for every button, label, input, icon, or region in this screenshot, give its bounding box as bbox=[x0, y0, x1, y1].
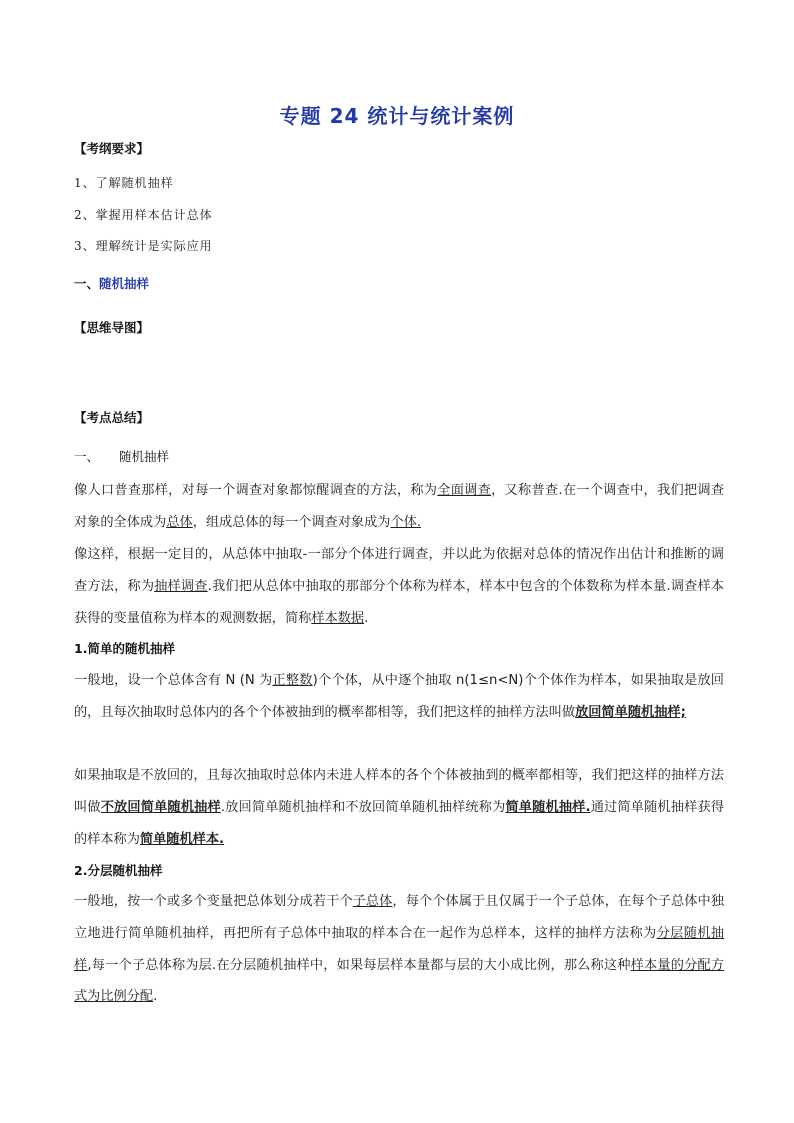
requirement-item: 1、了解随机抽样 bbox=[74, 176, 174, 190]
term-simple-random-sample: 简单随机样本. bbox=[139, 831, 225, 847]
term-proportional-allocation: 样本量的分配方式为比例分配 bbox=[74, 957, 725, 1005]
term-positive-integer: 正整数 bbox=[272, 673, 313, 688]
section-heading bbox=[74, 274, 149, 292]
subheading-simple-random: 1.简单的随机抽样 bbox=[74, 641, 175, 656]
paragraph-simple-random-no-replacement: 如果抽取是不放回的，且每次抽取时总体内未进人样本的各个个体被抽到的概率都相等，我们把这样的抽样方法叫做不放回简单随机抽样.放回简单随机抽样和不放回简单随机抽样统称为简单随机抽样.通过简单随机抽样获得的样本称为简单随机样本. bbox=[74, 768, 725, 847]
topic-number: 一、 bbox=[74, 449, 100, 464]
paragraph-sampling-survey: 像这样，根据一定目的，从总体中抽取-一部分个体进行调查，并以此为依据对总体的情况作出估计和推断的调查方法，称为抽样调查.我们把从总体中抽取的那部分个体称为样本，样本中包含的个体数称为样本量.调查样本获得的变量值称为样本的观测数据，简称样本数据. bbox=[74, 547, 724, 626]
term-without-replacement: 不放回简单随机抽样 bbox=[100, 799, 221, 815]
exam-requirements-heading: 【考纲要求】 bbox=[74, 141, 150, 156]
term-individual: 个体. bbox=[390, 514, 422, 530]
subheading-stratified: 2.分层随机抽样 bbox=[74, 863, 163, 878]
term-simple-random-sampling: 简单随机抽样. bbox=[505, 799, 591, 815]
paragraph-census: 像人口普查那样，对每一个调查对象都惊醒调查的方法，称为全面调查，又称普查.在一个调查中，我们把调查对象的全体成为总体，组成总体的每一个调查对象成为个体. bbox=[74, 483, 725, 530]
topic-heading bbox=[74, 447, 169, 465]
term-population: 总体 bbox=[166, 514, 193, 530]
paragraph-simple-random-replacement: 一般地，设一个总体含有 N (N 为正整数)个个体，从中逐个抽取 n(1≤n<N)个个体作为样本，如果抽取是放回的，且每次抽取时总体内的各个个体被抽到的概率都相等，我们把这样的抽样方法叫做放回简单随机抽样; bbox=[74, 673, 724, 720]
term-stratified-sampling: 分层随机抽样 bbox=[74, 925, 725, 973]
section-number: 一、 bbox=[74, 276, 100, 291]
mind-map-heading: 【思维导图】 bbox=[74, 320, 150, 335]
requirement-item: 3、理解统计是实际应用 bbox=[74, 239, 213, 253]
term-sampling-survey: 抽样调查 bbox=[154, 578, 208, 594]
requirement-item: 2、掌握用样本估计总体 bbox=[74, 208, 213, 222]
section-title: 随机抽样 bbox=[99, 276, 150, 291]
term-sample-data: 样本数据 bbox=[311, 610, 365, 626]
term-sub-population: 子总体 bbox=[352, 894, 393, 909]
term-with-replacement: 放回简单随机抽样; bbox=[575, 704, 686, 720]
page-title: 专题 24 统计与统计案例 bbox=[279, 104, 515, 128]
summary-heading: 【考点总结】 bbox=[74, 410, 150, 425]
paragraph-stratified: 一般地，按一个或多个变量把总体划分成若干个子总体，每个个体属于且仅属于一个子总体，在每个子总体中独立地进行简单随机抽样，再把所有子总体中抽取的样本合在一起作为总样本，这样的抽样方法称为分层随机抽样,每一个子总体称为层.在分层随机抽样中，如果每层样本量都与层的大小成比例，那么称这种样本量的分配方式为比例分配. bbox=[74, 894, 725, 1005]
term-full-survey: 全面调查 bbox=[437, 483, 492, 498]
topic-title: 随机抽样 bbox=[119, 449, 170, 464]
